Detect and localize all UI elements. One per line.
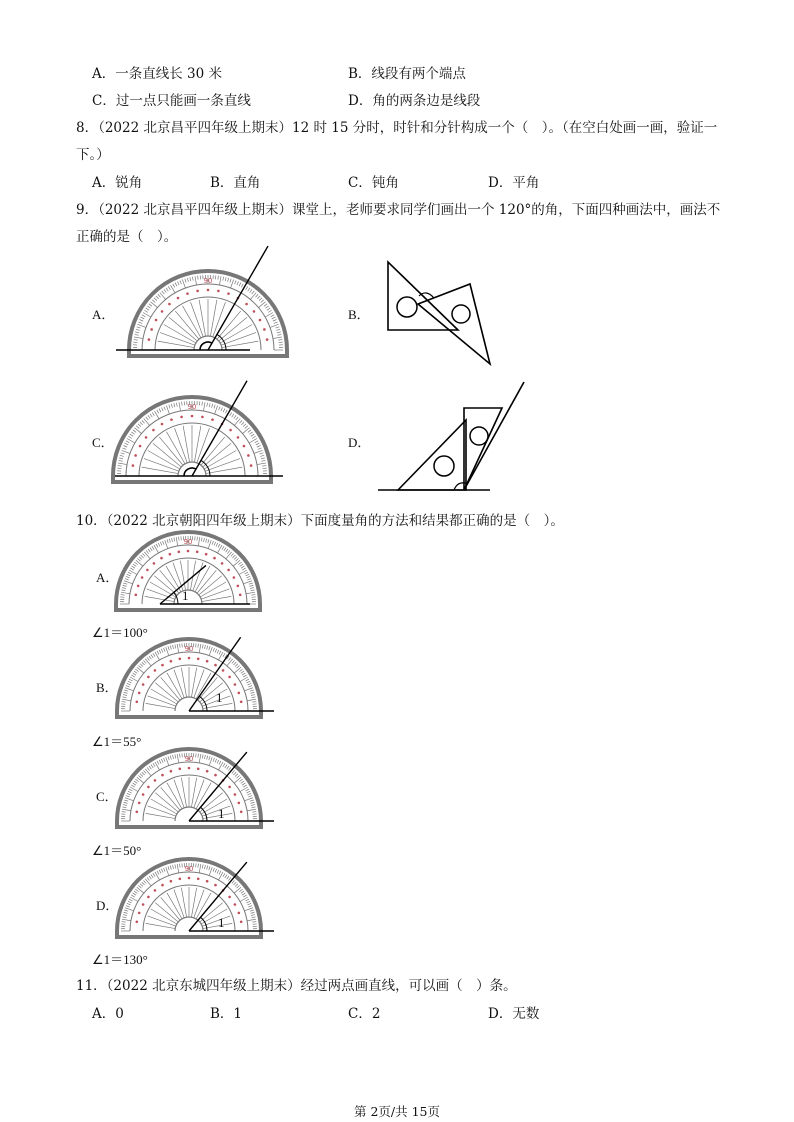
q10-b-angle-mark: 1 — [216, 690, 223, 705]
q10-c-answer: ∠1＝50° — [92, 843, 142, 858]
q9-label-d[interactable]: D． — [348, 435, 371, 450]
q10-c-angle-mark: 1 — [218, 806, 225, 821]
q8-option-b[interactable]: B．直角 — [210, 175, 261, 191]
q9-label-a[interactable]: A． — [92, 307, 115, 322]
q8-option-c[interactable]: C．钝角 — [348, 175, 399, 191]
svg-text:90: 90 — [187, 403, 197, 411]
q10-d-angle-mark: 1 — [218, 915, 225, 930]
q11-option-c[interactable]: C．2 — [348, 1006, 381, 1022]
page-footer: 第 2页/共 15页 — [353, 1104, 441, 1119]
q7-option-a[interactable]: A．一条直线长 30 米 — [92, 66, 223, 82]
q10-label-d[interactable]: D． — [96, 898, 119, 913]
q9-stem-line2: 正确的是（ ）。 — [76, 229, 178, 245]
q10-label-a[interactable]: A． — [96, 570, 119, 585]
q7-option-b[interactable]: B．线段有两个端点 — [348, 66, 466, 82]
q10-d-answer: ∠1＝130° — [92, 952, 148, 967]
q11-option-d[interactable]: D．无数 — [488, 1006, 540, 1022]
q8-stem-line2: 下。） — [76, 147, 110, 163]
q9-label-b[interactable]: B． — [348, 307, 370, 322]
q8-stem-line1: 8．（2022 北京昌平四年级上期末）12 时 15 分时，时针和分针构成一个（ ）。（在空白处画一画，验证一 — [76, 120, 718, 136]
q9-label-c[interactable]: C． — [92, 435, 114, 450]
q10-stem: 10．（2022 北京朝阳四年级上期末）下面度量角的方法和结果都正确的是（ ）。 — [76, 513, 564, 529]
svg-text:90: 90 — [184, 865, 194, 873]
q7-option-c[interactable]: C．过一点只能画一条直线 — [92, 93, 251, 109]
q9-stem-line1: 9．（2022 北京昌平四年级上期末）课堂上，老师要求同学们画出一个 120°的角，下面四种画法中，画法不 — [76, 202, 721, 218]
q11-stem: 11．（2022 北京东城四年级上期末）经过两点画直线，可以画（ ）条。 — [76, 978, 517, 994]
q10-label-b[interactable]: B． — [96, 680, 118, 695]
svg-text:90: 90 — [183, 538, 193, 546]
svg-text:90: 90 — [184, 645, 194, 653]
q10-a-angle-mark: 1 — [182, 588, 189, 603]
q8-option-a[interactable]: A．锐角 — [92, 175, 143, 191]
q8-option-d[interactable]: D．平角 — [488, 175, 540, 191]
q10-a-answer: ∠1＝100° — [92, 625, 148, 640]
q10-label-c[interactable]: C． — [96, 789, 118, 804]
q10-b-answer: ∠1＝55° — [92, 734, 142, 749]
q11-option-b[interactable]: B．1 — [210, 1006, 243, 1022]
q11-option-a[interactable]: A．0 — [92, 1006, 124, 1022]
svg-text:90: 90 — [184, 755, 194, 763]
q7-option-d[interactable]: D．角的两条边是线段 — [348, 93, 481, 109]
svg-text:90: 90 — [203, 277, 213, 285]
